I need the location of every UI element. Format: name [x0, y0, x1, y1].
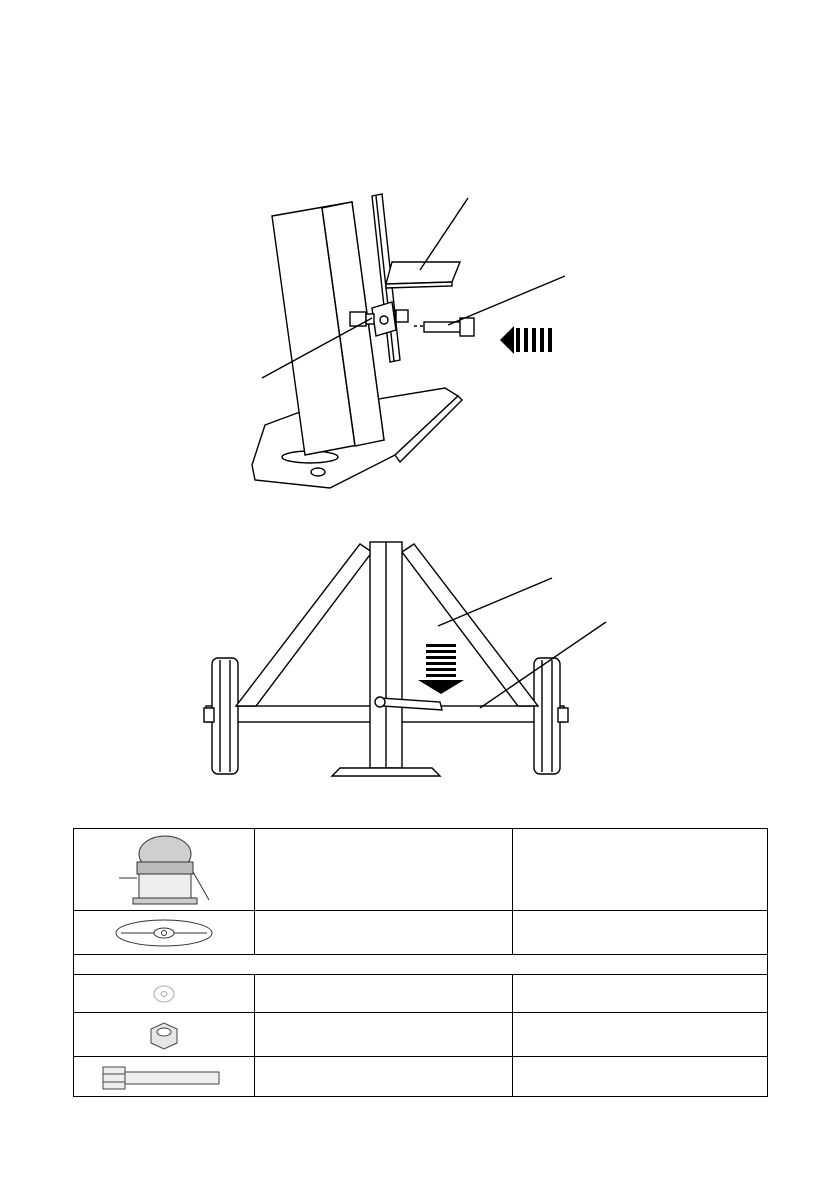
- table-row: [74, 911, 768, 955]
- assembly-figure-frame: [0, 530, 840, 790]
- left-wheel: [212, 658, 238, 774]
- table-row: [74, 1057, 768, 1097]
- part-qty: [513, 1013, 768, 1057]
- part-image-cell: [74, 975, 255, 1013]
- part-qty: [513, 975, 768, 1013]
- table-section-row: [74, 955, 768, 975]
- round-plate-icon: [109, 918, 219, 948]
- bolt: [424, 322, 464, 332]
- table-row: [74, 1013, 768, 1057]
- part-image-cell: [74, 1013, 255, 1057]
- insert-arrow: [500, 326, 552, 354]
- right-wheel: [534, 658, 560, 774]
- parts-table: [73, 828, 768, 1097]
- assembly-figure-post-bracket: [0, 150, 840, 500]
- part-image-cell: [74, 1057, 255, 1097]
- down-arrow: [418, 644, 464, 694]
- table-row: [74, 829, 768, 911]
- part-name: [255, 1057, 513, 1097]
- part-image-cell: [74, 911, 255, 955]
- foot-plate: [332, 768, 440, 776]
- part-name: [255, 829, 513, 911]
- leader-line-plate: [420, 198, 468, 270]
- left-brace: [236, 544, 372, 706]
- leader-line-bolt: [448, 276, 565, 325]
- part-name: [255, 1013, 513, 1057]
- post-bracket-drawing: [0, 150, 840, 500]
- part-qty: [513, 911, 768, 955]
- table-row: [74, 975, 768, 1013]
- washer-icon: [144, 981, 184, 1007]
- nut-icon: [139, 1017, 189, 1053]
- base-hole: [311, 468, 325, 476]
- frame-drawing: [0, 530, 840, 790]
- bottle-jack-icon: [109, 832, 219, 908]
- part-image-cell: [74, 829, 255, 911]
- section-label: [74, 955, 768, 975]
- part-name: [255, 911, 513, 955]
- part-qty: [513, 829, 768, 911]
- bolt-icon: [99, 1062, 229, 1092]
- part-qty: [513, 1057, 768, 1097]
- part-name: [255, 975, 513, 1013]
